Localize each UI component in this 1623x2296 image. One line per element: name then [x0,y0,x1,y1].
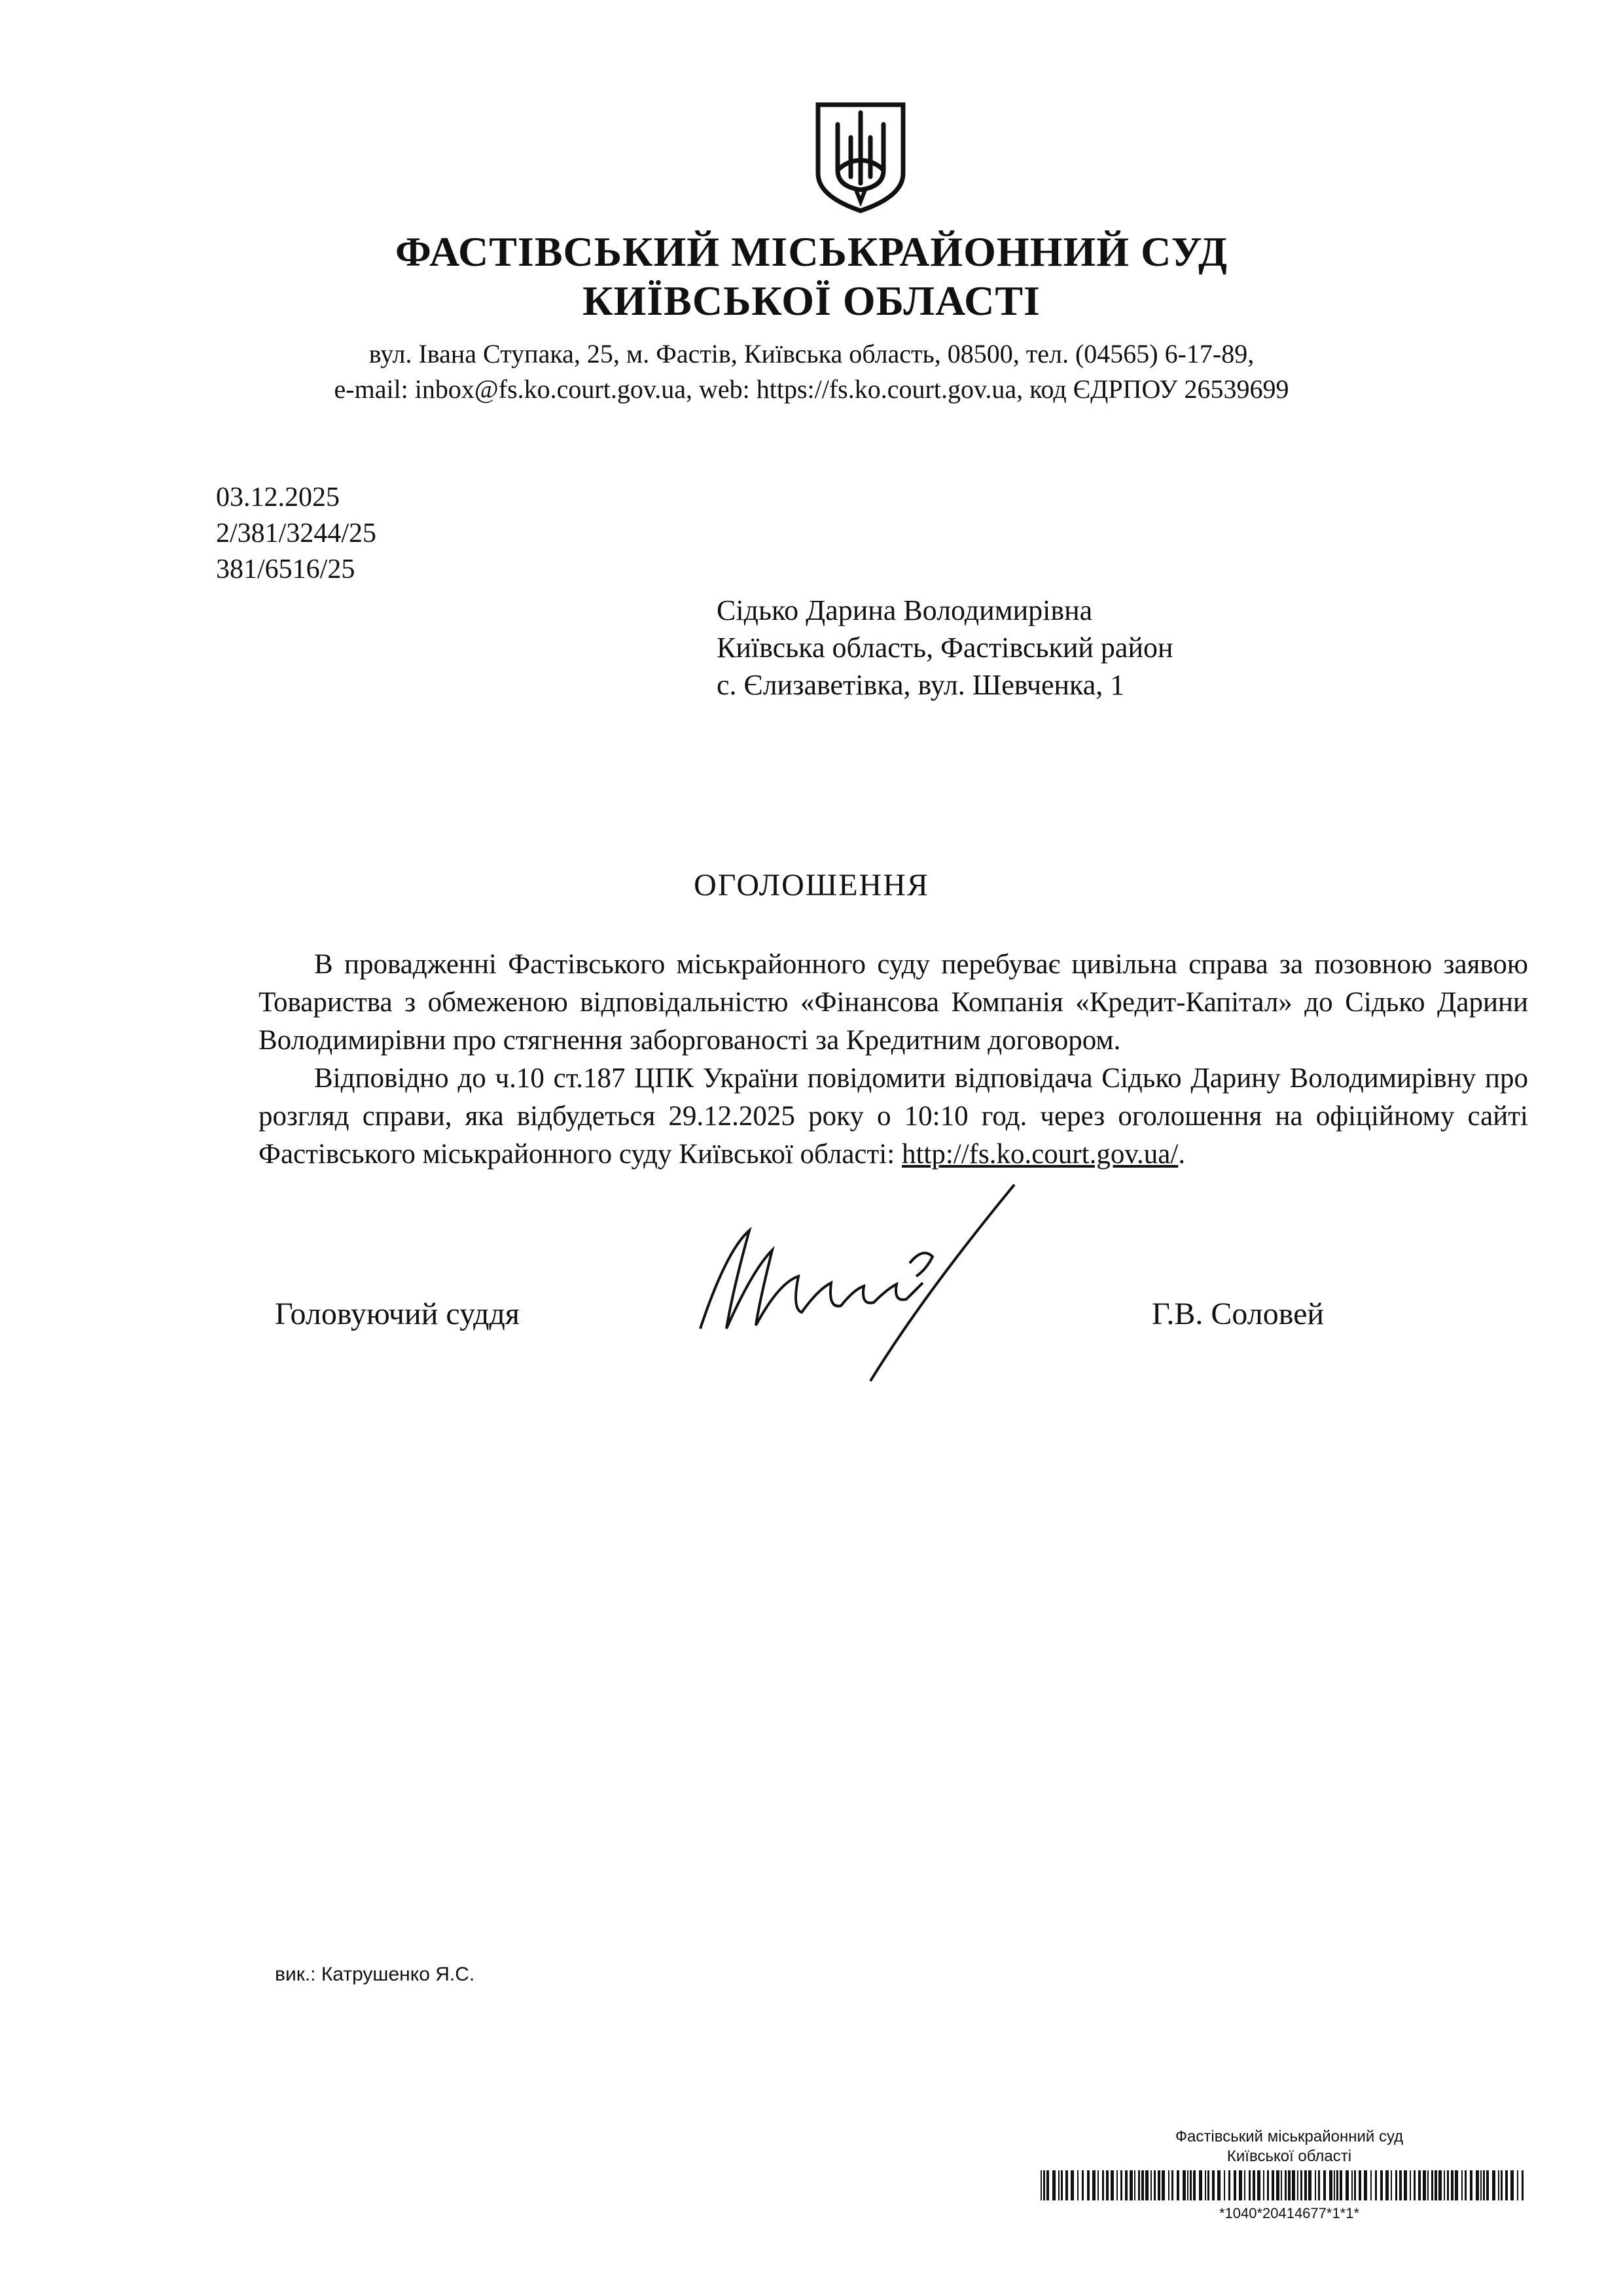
barcode-number: *1040*20414677*1*1* [1219,2205,1360,2221]
stamp-court-name: Фастівський міськрайонний суд [1175,2128,1404,2145]
announcement-paragraph-1: В провадженні Фастівського міськрайонного суду перебуває цивільна справа за позовною заявою Товариства з обмеженою відповідальністю «Фінансова Компанія «Кредит-Капітал» до Сідько Дарини Володимирівни про стягнення заборгованості за Кредитним договором. [259,949,1528,1056]
paragraph-2-end: . [1178,1139,1186,1170]
handwritten-signature [687,1172,1054,1394]
judge-role: Головуючий суддя [275,1297,520,1331]
stamp-region: Київської області [1226,2147,1352,2165]
coat-of-arms-emblem [812,98,910,216]
document-date: 03.12.2025 [216,482,340,512]
outgoing-number: 381/6516/25 [216,554,355,584]
court-website-link[interactable]: http://fs.ko.court.gov.ua/ [901,1139,1179,1170]
registration-stamp [1041,2127,1538,2222]
barcode [1041,2170,1525,2200]
court-title-line1: ФАСТІВСЬКИЙ МІСЬКРАЙОННИЙ СУД [395,228,1228,275]
announcement-paragraph-2 [259,1060,1528,1174]
paragraph-2-text: Відповідно до ч.10 ст.187 ЦПК України повідомити відповідача Сідько Дарину Володимирівну про розгляд справи, яка відбудеться 29.12.2025 року о 10:10 год. через оголошення на офіційному сайті Фастівського міськрайонного суду Київської області: [259,1063,1528,1170]
executor-note: вик.: Катрушенко Я.С. [275,1964,475,1985]
court-contacts: e-mail: inbox@fs.ko.court.gov.ua, web: https://fs.ko.court.gov.ua, код ЄДРПОУ 26539699 [334,374,1289,404]
recipient-address: с. Єлизаветівка, вул. Шевченка, 1 [717,669,1125,701]
court-address: вул. Івана Ступака, 25, м. Фастів, Київська область, 08500, тел. (04565) 6-17-89, [368,339,1255,368]
announcement-title: ОГОЛОШЕННЯ [694,868,929,903]
court-title-line2: КИЇВСЬКОЇ ОБЛАСТІ [582,278,1041,324]
recipient-region: Київська область, Фастівський район [717,632,1173,664]
announcement-body [259,946,1528,1174]
recipient-name: Сідько Дарина Володимирівна [717,594,1093,626]
judge-name: Г.В. Соловей [1152,1297,1325,1331]
case-number: 2/381/3244/25 [216,518,377,548]
